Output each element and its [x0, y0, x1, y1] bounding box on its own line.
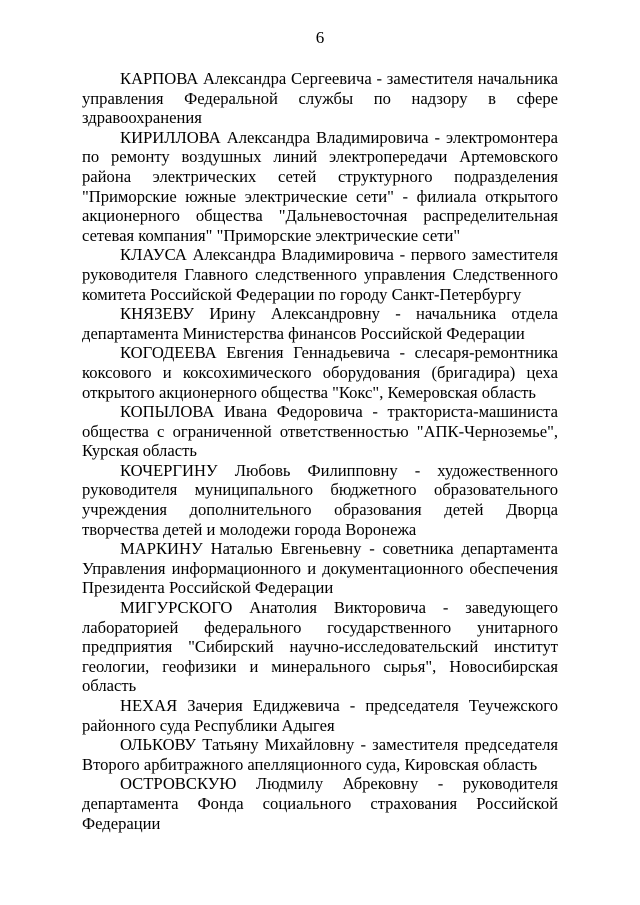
- list-item: МИГУРСКОГО Анатолия Викторовича - заведующего лабораторией федерального государственного унитарного предприятия "Сибирский научно-исследовательский институт геологии, геофизики и минерального сырья", Новосибирская область: [82, 598, 558, 696]
- list-item: КЛАУСА Александра Владимировича - первого заместителя руководителя Главного следственного управления Следственного комитета Российской Федерации по городу Санкт-Петербургу: [82, 245, 558, 304]
- list-item: НЕХАЯ Зачерия Едиджевича - председателя Теучежского районного суда Республики Адыгея: [82, 696, 558, 735]
- list-item: МАРКИНУ Наталью Евгеньевну - советника департамента Управления информационного и документационного обеспечения Президента Российской Федерации: [82, 539, 558, 598]
- list-item: ОСТРОВСКУЮ Людмилу Абрековну - руководителя департамента Фонда социального страхования Российской Федерации: [82, 774, 558, 833]
- list-item: КНЯЗЕВУ Ирину Александровну - начальника отдела департамента Министерства финансов Российской Федерации: [82, 304, 558, 343]
- list-item: КОГОДЕЕВА Евгения Геннадьевича - слесаря-ремонтника коксового и коксохимического оборудования (бригадира) цеха открытого акционерного общества "Кокс", Кемеровская область: [82, 343, 558, 402]
- list-item: КАРПОВА Александра Сергеевича - заместителя начальника управления Федеральной службы по надзору в сфере здравоохранения: [82, 69, 558, 128]
- list-item: ОЛЬКОВУ Татьяну Михайловну - заместителя председателя Второго арбитражного апелляционного суда, Кировская область: [82, 735, 558, 774]
- list-item: КОЧЕРГИНУ Любовь Филипповну - художественного руководителя муниципального бюджетного образовательного учреждения дополнительного образования детей Дворца творчества детей и молодежи города Воронежа: [82, 460, 558, 539]
- list-item: КИРИЛЛОВА Александра Владимировича - электромонтера по ремонту воздушных линий электропередачи Артемовского района электрических сетей структурного подразделения "Приморские южные электрические сети" - филиала открытого акционерного общества "Дальневосточная распределительная сетевая компания" "Приморские электрические сети": [82, 127, 558, 245]
- document-body: [82, 69, 558, 833]
- list-item: КОПЫЛОВА Ивана Федоровича - тракториста-машиниста общества с ограниченной ответственностью "АПК-Черноземье", Курская область: [82, 402, 558, 461]
- page-number: 6: [315, 28, 325, 47]
